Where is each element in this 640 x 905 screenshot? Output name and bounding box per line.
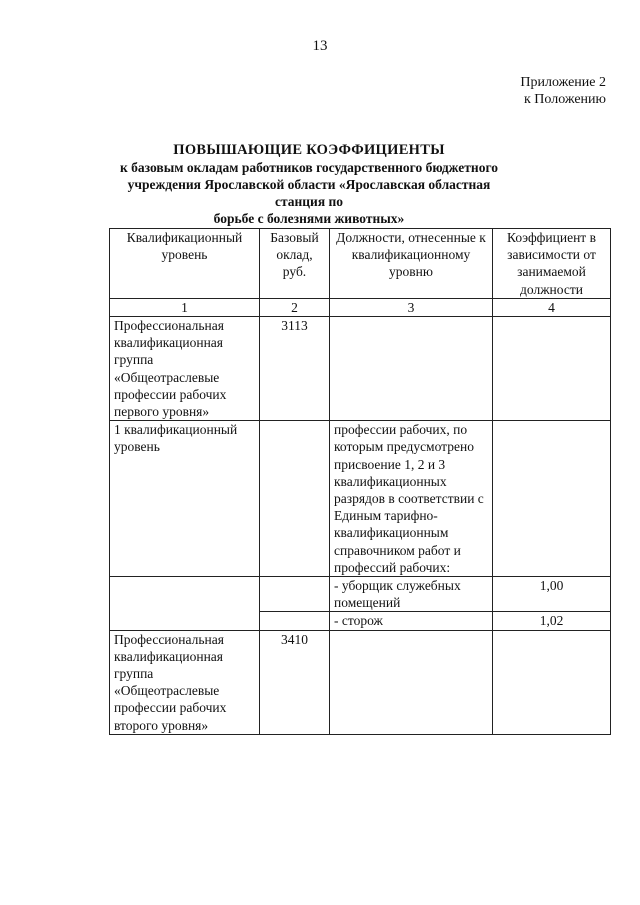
empty-cell	[260, 612, 330, 630]
empty-cell	[493, 317, 611, 421]
page-number: 13	[312, 38, 328, 54]
title-subtitle-line: борьбе с болезнями животных»	[213, 211, 405, 226]
empty-cell	[493, 630, 611, 734]
header-cell: Квалификационный уровень	[110, 229, 260, 299]
group-name: Профессиональная квалификационная группа «Общеотраслевые профессии рабочих второго уровня»	[110, 630, 260, 734]
position-name: - уборщик служебных помещений	[330, 577, 493, 612]
table-row	[110, 317, 611, 421]
column-number: 3	[330, 298, 493, 316]
appendix-reference	[520, 74, 606, 108]
qualification-level: 1 квалификационный уровень	[110, 421, 260, 577]
empty-cell	[330, 317, 493, 421]
level-description: профессии рабочих, по которым предусмотрено присвоение 1, 2 и 3 квалификационных разрядов в соответствии с Единым тарифно-квалификационным справочником работ и профессий рабочих:	[330, 421, 493, 577]
table-row	[110, 421, 611, 577]
appendix-line: Приложение 2	[520, 75, 606, 90]
title-subtitle-line: к базовым окладам работников государственного бюджетного	[120, 160, 498, 175]
empty-cell	[110, 577, 260, 612]
empty-cell	[110, 612, 260, 630]
group-name: Профессиональная квалификационная группа «Общеотраслевые профессии рабочих первого уровня»	[110, 317, 260, 421]
table-row	[110, 612, 611, 630]
empty-cell	[260, 421, 330, 577]
position-coefficient: 1,00	[493, 577, 611, 612]
header-cell: Коэффициент в зависимости от занимаемой должности	[493, 229, 611, 299]
empty-cell	[330, 630, 493, 734]
title-subtitle-line: учреждения Ярославской области «Ярославская областная станция по	[127, 177, 491, 209]
position-name: - сторож	[330, 612, 493, 630]
table-row	[110, 577, 611, 612]
header-cell: Базовый оклад, руб.	[260, 229, 330, 299]
document-title	[104, 142, 514, 227]
appendix-line: к Положению	[523, 92, 606, 107]
empty-cell	[493, 421, 611, 577]
column-number: 1	[110, 298, 260, 316]
table-row	[110, 630, 611, 734]
base-salary: 3113	[260, 317, 330, 421]
title-main: ПОВЫШАЮЩИЕ КОЭФФИЦИЕНТЫ	[173, 142, 445, 158]
base-salary: 3410	[260, 630, 330, 734]
header-cell: Должности, отнесенные к квалификационному уровню	[330, 229, 493, 299]
table-header-row	[110, 229, 611, 299]
column-number: 4	[493, 298, 611, 316]
position-coefficient: 1,02	[493, 612, 611, 630]
column-number: 2	[260, 298, 330, 316]
coefficients-table	[109, 228, 611, 735]
empty-cell	[260, 577, 330, 612]
column-number-row	[110, 298, 611, 316]
